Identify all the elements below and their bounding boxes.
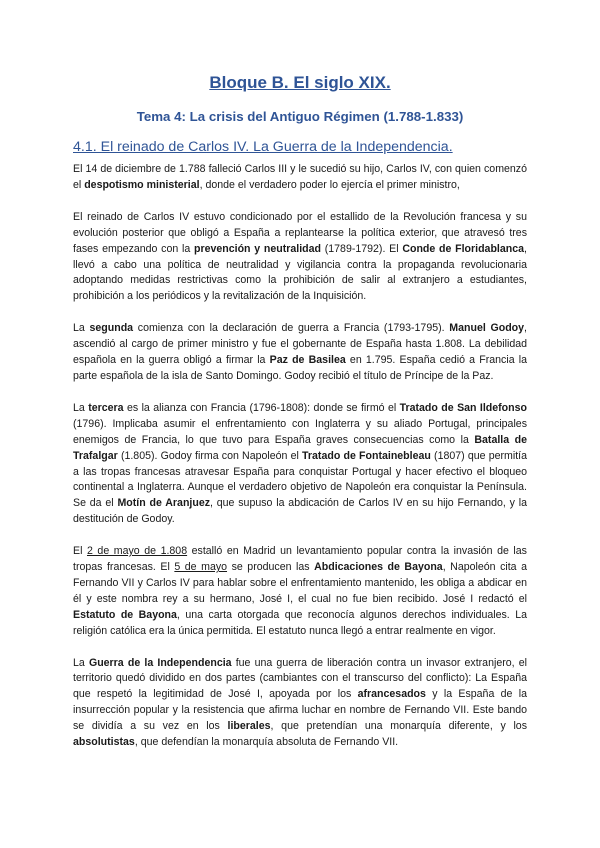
text-run: (1.805). Godoy firma con Napoleón el	[117, 449, 303, 462]
text-run: , que pretendían una monarquía diferente, y los	[270, 720, 527, 733]
text-run: , Napoleón cita a Fernando VII y Carlos IV para hablar sobre el enfrentamiento mantenido, les obliga a abdicar en él y este nombra rey a su hermano, José I, el cual no fue bien recibido. José I redactó el	[73, 561, 527, 605]
text-run: , una carta otorgada que reconocía algunos derechos individuales. La religión católica era la única permitida. El estatuto nunca llegó a entrar realmente en vigor.	[73, 608, 527, 637]
text-run: se producen las	[227, 561, 315, 574]
text-run: en 1.795. España cedió a Francia la parte española de la isla de Santo Domingo. Godoy recibió el título de Príncipe de la Paz.	[73, 354, 528, 382]
text-run: (1789-1792). El	[321, 242, 403, 255]
text-run: El reinado de Carlos IV estuvo condicionado por el estallido de la Revolución francesa y su evolución posterior que obligó a España a replantearse la política exterior, que atravesó tres fases empezando con la	[73, 210, 527, 255]
bold-term: Batalla de Trafalgar	[73, 433, 528, 462]
document-body	[73, 162, 527, 751]
text-run: , llevó a cabo una política de neutralidad y vigilancia contra la propaganda revolucionaria adoptando medidas restrictivas como la prohibición de salir al extranjero a estudiantes, prohibición a los periódicos y la revitalización de la Inquisición.	[73, 242, 527, 303]
underlined-date: 2 de mayo de 1.808	[86, 545, 188, 558]
bold-term: absolutistas	[73, 736, 135, 749]
bold-term: liberales	[227, 720, 271, 733]
paragraph-5	[73, 544, 527, 639]
document-title: Bloque B. El siglo XIX.	[209, 73, 391, 92]
bold-term: Conde de Floridablanca	[402, 242, 525, 255]
bold-term: Tratado de San Ildefonso	[399, 401, 527, 414]
paragraph-3	[73, 321, 527, 385]
bold-term: afrancesados	[357, 688, 426, 701]
text-run: (1807) que permitía a las tropas francesas atravesar España para conquistar Portugal y hacer efectivo el bloqueo continental a Inglaterra. Aunque el verdadero objetivo de Napoleón era conquistar la Península. Se da el	[73, 449, 527, 510]
paragraph-1	[73, 162, 527, 194]
bold-term: Manuel Godoy	[449, 322, 525, 335]
text-run: (1796). Implicaba asumir el enfrentamiento con Inglaterra y su aliado Portugal, principales enemigos de Francia, lo que tuvo para España graves consecuencias como la	[73, 417, 527, 446]
bold-term: prevención y neutralidad	[194, 242, 321, 255]
bold-term: despotismo ministerial	[84, 178, 200, 191]
bold-term: Estatuto de Bayona	[73, 608, 177, 621]
text-run: La	[73, 322, 90, 335]
bold-term: Abdicaciones de Bayona	[314, 561, 443, 574]
bold-term: Tratado de Fontainebleau	[302, 449, 431, 462]
section-heading: 4.1. El reinado de Carlos IV. La Guerra de la Independencia.	[73, 139, 453, 155]
text-run: fue una guerra de liberación contra un invasor extranjero, el territorio quedó dividido en dos partes (cambiantes con el transcurso del conflicto): La España que respetó la legitimidad de José I, apoyada por los	[73, 656, 527, 701]
text-run: es la alianza con Francia (1796-1808): donde se firmó el	[123, 401, 400, 414]
underlined-date: 5 de mayo	[174, 561, 228, 574]
text-run: , ascendió al cargo de primer ministro y fue el gobernante de España hasta 1.808. La debilidad española en la guerra obligó a firmar la	[73, 322, 527, 367]
text-run: , donde el verdadero poder lo ejercía el primer ministro,	[199, 178, 460, 191]
topic-subtitle: Tema 4: La crisis del Antiguo Régimen (1.788-1.833)	[136, 109, 464, 124]
text-run: comienza con la declaración de guerra a Francia (1793-1795).	[133, 322, 450, 335]
text-run: La	[73, 656, 89, 669]
paragraph-4	[73, 401, 527, 528]
text-run: , que supuso la abdicación de Carlos IV en su hijo Fernando, y la destitución de Godoy.	[73, 497, 527, 526]
text-run: , que defendían la monarquía absoluta de Fernando VII.	[134, 736, 399, 749]
text-run: El	[73, 545, 87, 558]
text-run: estalló en Madrid un levantamiento popular contra la invasión de las tropas francesas. El	[73, 545, 527, 574]
bold-term: Motín de Aranjuez	[117, 497, 211, 510]
text-run: El 14 de diciembre de 1.788 falleció Carlos III y le sucedió su hijo, Carlos IV, con quien comenzó el	[73, 163, 527, 191]
paragraph-2	[73, 210, 527, 305]
bold-term: Paz de Basilea	[269, 354, 346, 367]
text-run: y la España de la insurrección popular y la resistencia que afirma luchar en nombre de Fernando VII. Este bando se dividía a su vez en los	[73, 688, 527, 733]
text-run: La	[73, 401, 89, 414]
bold-term: tercera	[88, 401, 124, 414]
bold-term: Guerra de la Independencia	[88, 656, 232, 669]
bold-term: segunda	[89, 322, 134, 335]
paragraph-6	[73, 656, 527, 751]
